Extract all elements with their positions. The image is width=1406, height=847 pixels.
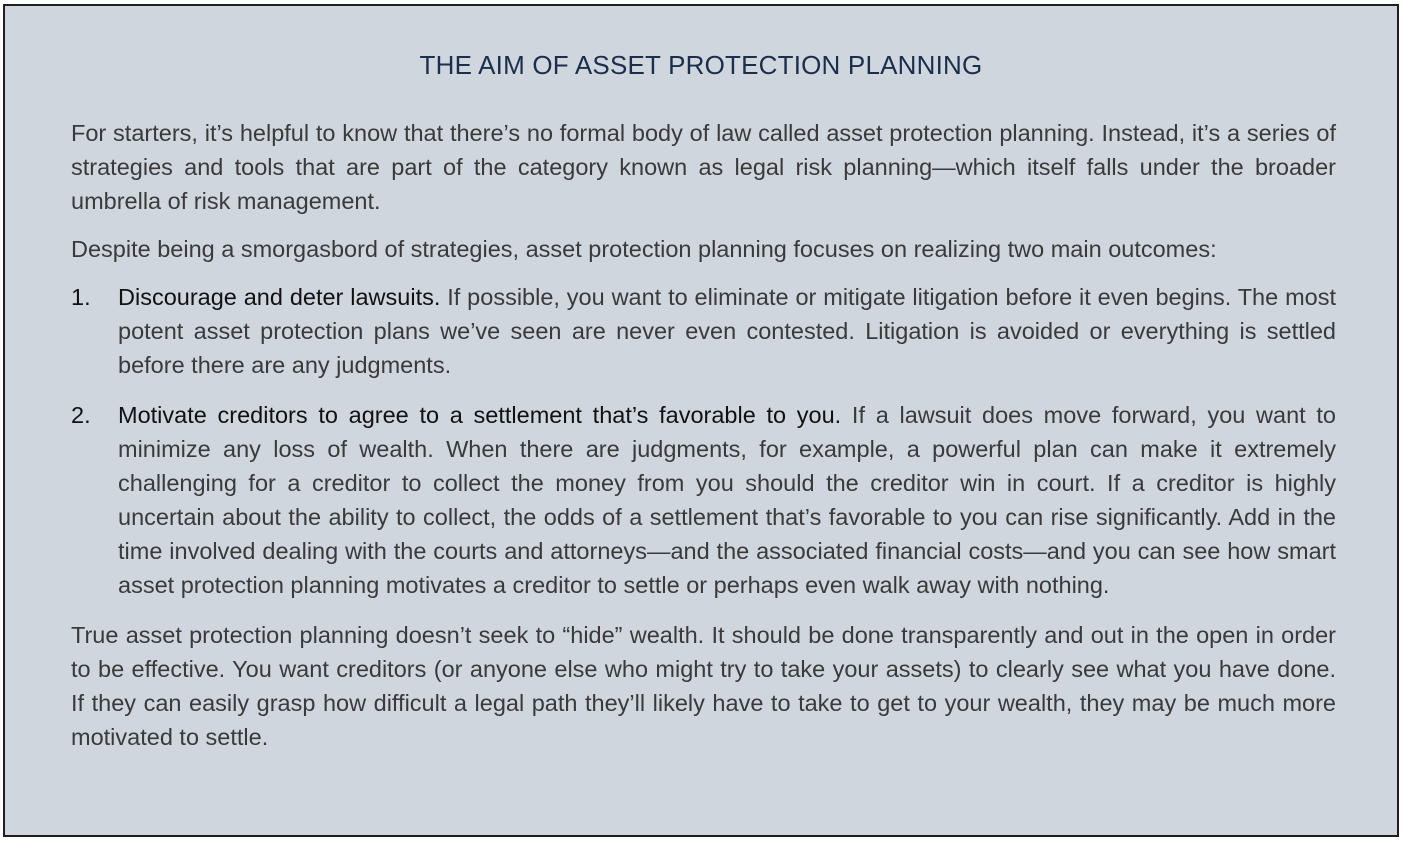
outcomes-list bbox=[71, 280, 1336, 602]
paragraph-intro: For starters, it’s helpful to know that there’s no formal body of law called asset protection planning. Instead, it’s a series of strategies and tools that are part of the category known as legal risk planning—which itself falls under the broader umbrella of risk management. bbox=[71, 120, 1336, 214]
list-item-body: If possible, you want to eliminate or mitigate litigation before it even begins. The most potent asset protection plans we’ve seen are never even contested. Litigation is avoided or everything is settled before there are any judgments. bbox=[118, 284, 1336, 378]
box-title: THE AIM OF ASSET PROTECTION PLANNING bbox=[419, 50, 983, 80]
list-item-heading: Discourage and deter lawsuits. bbox=[118, 284, 441, 310]
list-item-body: If a lawsuit does move forward, you want to minimize any loss of wealth. When there are judgments, for example, a powerful plan can make it extremely challenging for a creditor to collect the money from you should the creditor win in court. If a creditor is highly uncertain about the ability to collect, the odds of a settlement that’s favorable to you can rise significantly. Add in the time involved dealing with the courts and attorneys—and the associated financial costs—and you can see how smart asset protection planning motivates a creditor to settle or perhaps even walk away with nothing. bbox=[118, 402, 1336, 598]
list-number: 2. bbox=[71, 402, 91, 428]
box-content bbox=[71, 116, 1336, 768]
paragraph-conclusion: True asset protection planning doesn’t seek to “hide” wealth. It should be done transparently and out in the open in order to be effective. You want creditors (or anyone else who might try to take your assets) to clearly see what you have done. If they can easily grasp how difficult a legal path they’ll likely have to take to get to your wealth, they may be much more motivated to settle. bbox=[71, 622, 1336, 750]
list-item bbox=[71, 398, 1336, 602]
list-item-heading: Motivate creditors to agree to a settlement that’s favorable to you. bbox=[118, 402, 842, 428]
paragraph-outcomes-lead: Despite being a smorgasbord of strategies, asset protection planning focuses on realizing two main outcomes: bbox=[71, 236, 1217, 262]
list-item bbox=[71, 280, 1336, 382]
list-number: 1. bbox=[71, 284, 91, 310]
sidebar-box bbox=[3, 4, 1399, 837]
